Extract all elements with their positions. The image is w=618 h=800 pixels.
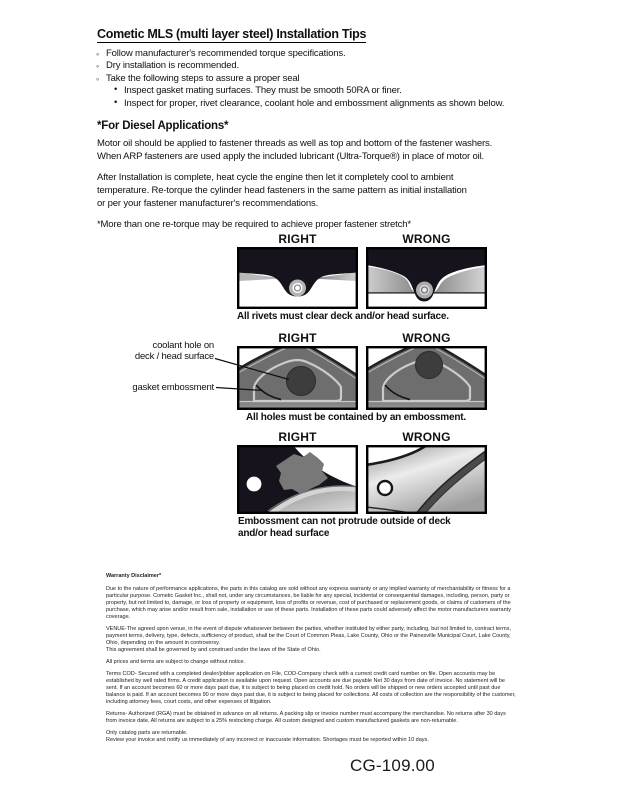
text-line: Review your invoice and notify us immediately of any incorrect or inaccurate information. Shortages must be reported within 10 days. xyxy=(106,737,429,743)
page-title: Cometic MLS (multi layer steel) Installation Tips xyxy=(97,27,367,41)
tip-text: Follow manufacturer's recommended torque specifications. xyxy=(106,48,346,59)
coolant-hole xyxy=(416,352,443,379)
text-line: Motor oil should be applied to fastener threads as well as top and bottom of the fastener washers. xyxy=(97,138,493,150)
list-item xyxy=(97,73,527,85)
bolt-hole-icon xyxy=(378,481,392,495)
list-item xyxy=(97,85,527,97)
diesel-note: *More than one re-torque may be required to achieve proper fastener stretch* xyxy=(97,219,411,231)
list-item xyxy=(97,48,527,60)
returnable-paragraph xyxy=(106,730,516,744)
callout-gasket-embossment: gasket embossment xyxy=(132,382,214,393)
wrong-label: WRONG xyxy=(402,232,451,246)
right-label: RIGHT xyxy=(278,232,317,246)
hole-wrong-figure xyxy=(366,346,487,410)
text-line: This agreement shall be governed by and construed under the laws of the State of Ohio. xyxy=(106,647,321,653)
list-item xyxy=(97,60,527,72)
diagram-hole-right xyxy=(237,346,358,410)
legal-fine-print xyxy=(106,573,516,749)
diesel-heading: *For Diesel Applications* xyxy=(97,120,229,133)
diagram-embossment-wrong xyxy=(366,445,487,514)
rivet-wrong-figure xyxy=(366,247,487,309)
callout-coolant-hole xyxy=(110,340,214,362)
bullet-circle-icon: ◦ xyxy=(96,73,100,84)
text-line: Only catalog parts are returnable. xyxy=(106,730,188,736)
caption-rivets: All rivets must clear deck and/or head surface. xyxy=(237,311,449,322)
tip-text: Inspect gasket mating surfaces. They must be smooth 50RA or finer. xyxy=(124,85,402,97)
hole-right-figure xyxy=(237,346,358,410)
text-line: Embossment can not protrude outside of deck xyxy=(238,516,451,527)
coolant-hole xyxy=(287,367,316,396)
diagram-rivet-wrong xyxy=(366,247,487,309)
tips-list xyxy=(97,48,527,110)
wrong-label: WRONG xyxy=(402,430,451,444)
warranty-heading: Warranty Disclaimer* xyxy=(106,573,162,579)
diagram-embossment-right xyxy=(237,445,358,514)
tip-text: Take the following steps to assure a proper seal xyxy=(106,72,300,84)
bolt-hole-icon xyxy=(247,477,262,492)
right-label: RIGHT xyxy=(278,430,317,444)
text-line: After Installation is complete, heat cycle the engine then let it completely cool to ambient xyxy=(97,172,454,184)
caption-holes: All holes must be contained by an embossment. xyxy=(246,412,466,423)
embossment-wrong-figure xyxy=(366,445,487,514)
tip-text: Inspect for proper, rivet clearance, coolant hole and embossment alignments as shown below. xyxy=(124,97,505,109)
text-line: coolant hole on xyxy=(152,340,214,351)
list-item xyxy=(97,98,527,110)
text-line: and/or head surface xyxy=(238,528,330,539)
wrong-label: WRONG xyxy=(402,331,451,345)
page-number: CG-109.00 xyxy=(350,756,435,775)
text-line: or per your fastener manufacturer's recommendations. xyxy=(97,198,319,210)
text-line: When ARP fasteners are used apply the included lubricant (Ultra-Torque®) in place of motor oil. xyxy=(97,151,485,163)
text-line: deck / head surface xyxy=(134,351,214,362)
warranty-paragraph: Due to the nature of performance applications, the parts in this catalog are sold without any express warranty or any implied warranty of merchantability or fitness for a particular purpose. Cometic Gasket Inc., shall not, under any circumstances, be liable for any special, incidental or consequential damages, including, person, party or property, but not limited to, damage, or loss of property or equipment, loss of profits or revenue, cost of purchased or replacement goods, or claims of customers of the purchase, which may arise and/or result from sale, installation or use of these parts. Installation of these parts could adversely affect the motor manufacturers warranty coverage. xyxy=(106,586,511,620)
diesel-paragraph-2 xyxy=(97,171,527,210)
embossment-right-figure xyxy=(237,445,358,514)
diagram-hole-wrong xyxy=(366,346,487,410)
content-block xyxy=(97,27,527,239)
right-label: RIGHT xyxy=(278,331,317,345)
caption-embossment xyxy=(238,516,508,540)
terms-paragraph: Terms COD- Secured with a completed dealer/jobber application on File, COD-Company check with a current credit card number on file. Open accounts may be established by well rated firms. A credit application is available upon request. Open accounts are due payable Net 30 days from date of invoice. No statement will be sent. If an account becomes 60 or more days past due, it is subject to being placed on credit hold. No orders will be shipped or new orders accepted until past due balance is paid. If an account becomes 90 or more days past due, it is subject to being placed for collections. All costs of collection are the responsibility of the customer, including attorney fees, court costs, and other expenses of litigation. xyxy=(106,671,516,705)
text-line: VENUE-The agreed upon venue, in the event of dispute whatsoever between the parties, whether instituted by either party, including, but not limited to, contract terms, payment terms, delivery, type, defects, sufficiency of product, shall be the Court of Common Pleas, Lake County, Ohio or the Painesville Municipal Court, Lake County, Ohio, depending on the amount in controversy. xyxy=(106,626,511,646)
text-line: temperature. Re-torque the cylinder head fasteners in the same pattern as initial installation xyxy=(97,185,467,197)
bullet-dot-icon: • xyxy=(114,84,118,96)
rivet-right-figure xyxy=(237,247,358,309)
diagram-rivet-right xyxy=(237,247,358,309)
venue-paragraph xyxy=(106,626,516,654)
bullet-circle-icon: ◦ xyxy=(96,61,100,72)
diesel-paragraph-1 xyxy=(97,137,527,163)
bullet-dot-icon: • xyxy=(114,96,118,108)
bullet-circle-icon: ◦ xyxy=(96,49,100,59)
returns-paragraph: Returns- Authorized (RGA) must be obtained in advance on all returns. A packing slip or invoice number must accompany the merchandise. No returns after 30 days from invoice date. All returns are subject to a 25% restocking charge. All custom designed and custom manufactured gaskets are non-returnable. xyxy=(106,711,506,724)
prices-paragraph: All prices and terms are subject to change without notice. xyxy=(106,659,246,665)
tip-text: Dry installation is recommended. xyxy=(106,60,240,72)
